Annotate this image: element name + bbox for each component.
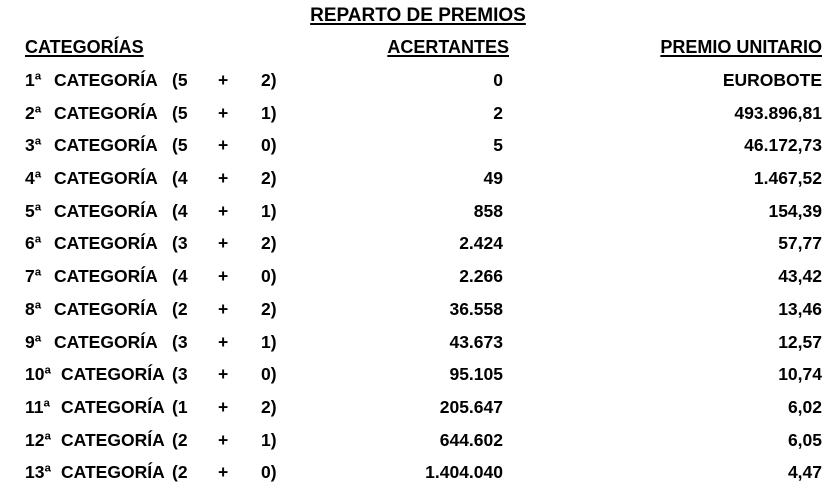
combination-plus: + [218,364,229,385]
premio-value: 1.467,52 [753,168,822,189]
table-row [0,390,836,423]
premio-value: 4,47 [787,462,822,483]
combination-plus: + [218,233,229,254]
acertantes-value: 43.673 [449,331,503,352]
acertantes-value: 5 [493,135,503,156]
combination-plus: + [218,135,229,156]
combination-numbers: (2 [172,298,188,319]
header-acertantes: ACERTANTES [387,37,509,57]
premio-value: 13,46 [778,298,822,319]
table-row [0,455,836,488]
category-number: 10ª [25,364,51,385]
acertantes-value: 49 [483,168,503,189]
combination-numbers: (4 [172,200,188,221]
category-label: CATEGORÍA [54,266,158,287]
acertantes-value: 2.266 [459,266,503,287]
table-row [0,423,836,456]
table-row [0,259,836,292]
category-number: 6ª [25,233,42,254]
category-number: 5ª [25,200,42,221]
combination-numbers: (5 [172,102,188,123]
table-row [0,96,836,129]
combination-numbers: (5 [172,135,188,156]
combination-stars: 2) [261,70,277,90]
category-label: CATEGORÍA [61,364,165,385]
combination-stars: 0) [261,364,277,385]
acertantes-value: 36.558 [449,298,503,319]
acertantes-value: 644.602 [439,429,503,450]
combination-plus: + [218,396,229,417]
category-label: CATEGORÍA [61,429,165,450]
category-number: 4ª [25,168,42,189]
header-categorias: CATEGORÍAS [25,37,144,57]
category-number: 2ª [25,102,42,123]
table-row [0,292,836,325]
acertantes-value: 1.404.040 [425,462,503,483]
combination-numbers: (3 [172,233,188,254]
combination-plus: + [218,298,229,319]
acertantes-value: 2.424 [459,233,503,254]
category-label: CATEGORÍA [61,462,165,483]
table-row [0,226,836,259]
premio-value: 493.896,81 [734,102,822,123]
category-number: 13ª [25,462,51,483]
combination-numbers: (4 [172,168,188,189]
combination-stars: 2) [261,298,277,319]
header-premio-unitario: PREMIO UNITARIO [660,37,822,57]
combination-stars: 0) [261,135,277,156]
premio-value: 10,74 [778,364,822,385]
acertantes-value: 2 [493,102,503,123]
table-row [0,194,836,227]
combination-plus: + [218,168,229,189]
combination-plus: + [218,429,229,450]
page-title [0,5,836,27]
premio-value: 43,42 [778,266,822,287]
combination-stars: 2) [261,396,277,417]
category-number: 9ª [25,331,42,352]
combination-numbers: (2 [172,462,188,483]
combination-stars: 2) [261,233,277,254]
acertantes-value: 0 [493,70,503,90]
table-row [0,128,836,161]
category-label: CATEGORÍA [54,70,158,90]
category-number: 3ª [25,135,42,156]
category-number: 7ª [25,266,42,287]
table-row [0,161,836,194]
category-label: CATEGORÍA [54,135,158,156]
prize-table [0,63,836,488]
title-text: REPARTO DE PREMIOS [310,5,526,26]
combination-plus: + [218,331,229,352]
category-number: 11ª [25,396,50,417]
combination-stars: 0) [261,462,277,483]
combination-numbers: (4 [172,266,188,287]
category-number: 12ª [25,429,51,450]
combination-plus: + [218,462,229,483]
table-row [0,325,836,358]
combination-plus: + [218,70,229,90]
combination-stars: 1) [261,429,277,450]
combination-numbers: (3 [172,331,188,352]
category-label: CATEGORÍA [54,200,158,221]
table-row [0,357,836,390]
combination-stars: 1) [261,200,277,221]
category-label: CATEGORÍA [54,102,158,123]
combination-stars: 2) [261,168,277,189]
premio-value: EUROBOTE [722,70,822,90]
category-label: CATEGORÍA [54,168,158,189]
combination-plus: + [218,102,229,123]
category-number: 1ª [25,70,42,90]
combination-numbers: (5 [172,70,188,90]
table-row [0,63,836,96]
category-number: 8ª [25,298,42,319]
acertantes-value: 858 [473,200,503,221]
combination-plus: + [218,200,229,221]
combination-stars: 1) [261,102,277,123]
combination-stars: 1) [261,331,277,352]
combination-numbers: (1 [172,396,188,417]
category-label: CATEGORÍA [54,331,158,352]
combination-numbers: (2 [172,429,188,450]
combination-plus: + [218,266,229,287]
acertantes-value: 95.105 [449,364,503,385]
premio-value: 154,39 [768,200,822,221]
category-label: CATEGORÍA [54,298,158,319]
category-label: CATEGORÍA [54,233,158,254]
premio-value: 6,02 [787,396,822,417]
premio-value: 12,57 [778,331,822,352]
premio-value: 6,05 [787,429,822,450]
premio-value: 57,77 [778,233,822,254]
category-label: CATEGORÍA [61,396,165,417]
acertantes-value: 205.647 [439,396,503,417]
premio-value: 46.172,73 [744,135,822,156]
combination-numbers: (3 [172,364,188,385]
combination-stars: 0) [261,266,277,287]
